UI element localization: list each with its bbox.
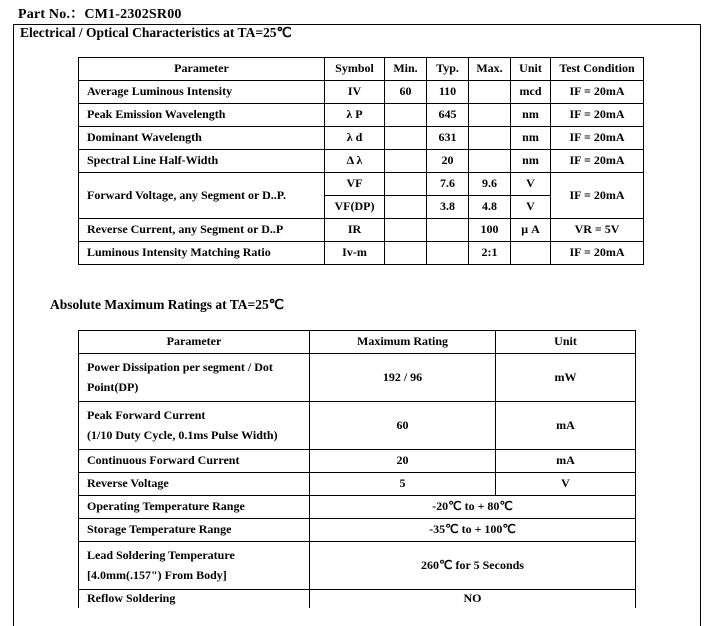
cell-max <box>469 127 511 150</box>
table-row <box>79 127 644 150</box>
table-row <box>79 473 636 496</box>
cell-parameter: Operating Temperature Range <box>79 496 310 519</box>
cell-parameter: Continuous Forward Current <box>79 450 310 473</box>
table-row <box>79 519 636 542</box>
table-row <box>79 496 636 519</box>
cell-parameter: Spectral Line Half-Width <box>79 150 325 173</box>
cell-unit: nm <box>511 127 551 150</box>
cell-parameter-line2: Point(DP) <box>87 379 139 394</box>
table-row <box>79 542 636 590</box>
cell-parameter: Storage Temperature Range <box>79 519 310 542</box>
header-parameter: Parameter <box>79 58 325 81</box>
cell-rating: NO <box>310 590 636 608</box>
cell-typ: 3.8 <box>427 196 469 219</box>
cell-parameter <box>79 542 310 590</box>
cell-parameter: Reverse Current, any Segment or D..P <box>79 219 325 242</box>
cell-parameter <box>79 402 310 450</box>
cell-unit <box>511 242 551 265</box>
cell-parameter-line2: [4.0mm(.157") From Body] <box>87 567 227 582</box>
cell-max: 4.8 <box>469 196 511 219</box>
header-min: Min. <box>385 58 427 81</box>
cell-parameter: Average Luminous Intensity <box>79 81 325 104</box>
cell-rating: 5 <box>310 473 496 496</box>
table-row <box>79 173 644 196</box>
table-row <box>79 219 644 242</box>
section-title-electrical: Electrical / Optical Characteristics at TA=25℃ <box>20 25 292 40</box>
table-row <box>79 150 644 173</box>
cell-min <box>385 127 427 150</box>
cell-condition: IF = 20mA <box>551 173 644 219</box>
cell-unit: mA <box>496 402 636 450</box>
cell-min <box>385 104 427 127</box>
table-header-row <box>79 331 636 354</box>
cell-parameter-line1: Lead Soldering Temperature <box>87 547 235 562</box>
cell-rating: -35℃ to + 100℃ <box>310 519 636 542</box>
cell-condition: IF = 20mA <box>551 150 644 173</box>
cell-max: 9.6 <box>469 173 511 196</box>
cell-max <box>469 104 511 127</box>
cell-min <box>385 150 427 173</box>
table-row <box>79 81 644 104</box>
cell-rating: -20℃ to + 80℃ <box>310 496 636 519</box>
table-row <box>79 242 644 265</box>
header-max: Max. <box>469 58 511 81</box>
table-header-row <box>79 58 644 81</box>
absolute-maximum-ratings-table <box>78 330 636 608</box>
cell-symbol: Δ λ <box>325 150 385 173</box>
header-test-condition: Test Condition <box>551 58 644 81</box>
cell-min <box>385 196 427 219</box>
cell-parameter: Reflow Soldering <box>79 590 310 608</box>
cell-symbol: λ d <box>325 127 385 150</box>
header-unit: Unit <box>496 331 636 354</box>
cell-typ <box>427 242 469 265</box>
cell-unit: mW <box>496 354 636 402</box>
section-title-absolute: Absolute Maximum Ratings at TA=25℃ <box>50 297 284 312</box>
table-row <box>79 402 636 450</box>
cell-unit: μ A <box>511 219 551 242</box>
cell-typ: 645 <box>427 104 469 127</box>
cell-unit: V <box>511 173 551 196</box>
cell-typ: 20 <box>427 150 469 173</box>
header-maximum-rating: Maximum Rating <box>310 331 496 354</box>
cell-typ: 7.6 <box>427 173 469 196</box>
header-symbol: Symbol <box>325 58 385 81</box>
cell-typ: 631 <box>427 127 469 150</box>
cell-parameter: Dominant Wavelength <box>79 127 325 150</box>
cell-unit: nm <box>511 104 551 127</box>
cell-min <box>385 219 427 242</box>
cell-unit: nm <box>511 150 551 173</box>
cell-symbol: VF(DP) <box>325 196 385 219</box>
cell-unit: V <box>511 196 551 219</box>
cell-unit: mA <box>496 450 636 473</box>
table-row <box>79 104 644 127</box>
table-row <box>79 354 636 402</box>
cell-condition: IF = 20mA <box>551 242 644 265</box>
cell-parameter <box>79 354 310 402</box>
header-typ: Typ. <box>427 58 469 81</box>
cell-typ: 110 <box>427 81 469 104</box>
cell-max <box>469 150 511 173</box>
cell-unit: V <box>496 473 636 496</box>
electrical-characteristics-table <box>78 57 644 265</box>
cell-parameter: Reverse Voltage <box>79 473 310 496</box>
cell-min: 60 <box>385 81 427 104</box>
cell-condition: IF = 20mA <box>551 104 644 127</box>
cell-rating: 260℃ for 5 Seconds <box>310 542 636 590</box>
table-row <box>79 590 636 608</box>
header-unit: Unit <box>511 58 551 81</box>
cell-parameter-line2: (1/10 Duty Cycle, 0.1ms Pulse Width) <box>87 427 278 442</box>
cell-min <box>385 242 427 265</box>
cell-max: 2:1 <box>469 242 511 265</box>
cell-condition: VR = 5V <box>551 219 644 242</box>
header-parameter: Parameter <box>79 331 310 354</box>
cell-parameter-line1: Peak Forward Current <box>87 407 206 422</box>
cell-unit: mcd <box>511 81 551 104</box>
cell-condition: IF = 20mA <box>551 127 644 150</box>
table-row <box>79 450 636 473</box>
cell-min <box>385 173 427 196</box>
cell-symbol: VF <box>325 173 385 196</box>
cell-max <box>469 81 511 104</box>
cell-rating: 192 / 96 <box>310 354 496 402</box>
cell-rating: 60 <box>310 402 496 450</box>
cell-symbol: IV <box>325 81 385 104</box>
cell-symbol: λ P <box>325 104 385 127</box>
cell-rating: 20 <box>310 450 496 473</box>
cell-parameter: Luminous Intensity Matching Ratio <box>79 242 325 265</box>
part-number-label: Part No.：CM1-2302SR00 <box>18 7 182 22</box>
cell-condition: IF = 20mA <box>551 81 644 104</box>
cell-parameter: Forward Voltage, any Segment or D..P. <box>79 173 325 219</box>
cell-parameter: Peak Emission Wavelength <box>79 104 325 127</box>
cell-typ <box>427 219 469 242</box>
cell-parameter-line1: Power Dissipation per segment / Dot <box>87 359 273 374</box>
cell-max: 100 <box>469 219 511 242</box>
cell-symbol: IR <box>325 219 385 242</box>
cell-symbol: Iv-m <box>325 242 385 265</box>
